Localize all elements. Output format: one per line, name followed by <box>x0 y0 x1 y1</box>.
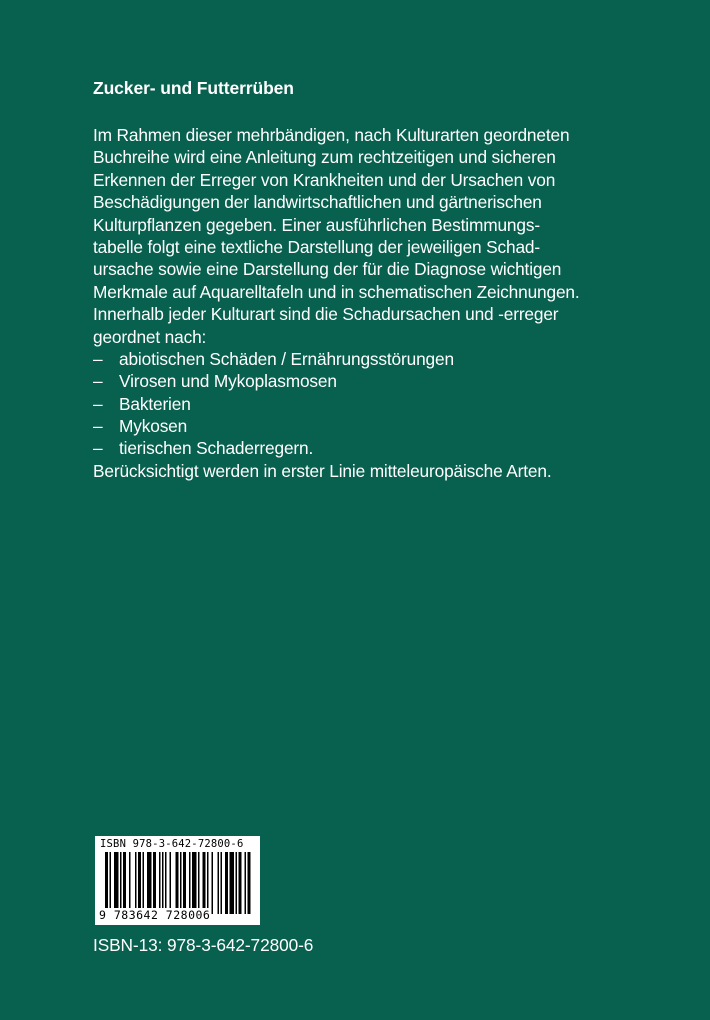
paragraph-line: ursache sowie eine Darstellung der für die Diagnose wichtigen <box>93 259 562 280</box>
barcode-bar <box>110 852 112 914</box>
barcode-bar <box>218 852 220 914</box>
barcode-bar <box>239 852 242 914</box>
list-dash: – <box>93 393 103 414</box>
barcode-bar <box>180 852 182 914</box>
barcode-bar <box>105 852 108 914</box>
list-item-text: tierischen Schaderregern. <box>119 438 314 459</box>
list-item <box>93 393 633 415</box>
isbn-barcode <box>95 836 260 925</box>
paragraph-line: tabelle folgt eine textliche Darstellung der jeweiligen Schad- <box>93 236 540 257</box>
barcode-bar <box>162 852 164 914</box>
barcode-bar <box>198 852 200 914</box>
paragraph-line: Innerhalb jeder Kulturart sind die Schadursachen und -erreger <box>93 304 559 325</box>
barcode-bar <box>135 852 137 914</box>
barcode-digits: 9 783642 728006 <box>99 908 211 922</box>
barcode-bar <box>176 852 179 914</box>
paragraph-line: Im Rahmen dieser mehrbändigen, nach Kulturarten geordneten <box>93 125 570 145</box>
list-item-text: Mykosen <box>119 416 188 437</box>
list-dash: – <box>93 438 103 459</box>
barcode-bar <box>192 852 197 914</box>
list-item <box>93 437 633 459</box>
barcode-bar <box>129 852 131 914</box>
paragraph-line: geordnet nach: <box>93 326 207 347</box>
barcode-bar <box>236 852 238 914</box>
list-item-text: Virosen und Mykoplasmosen <box>119 371 337 392</box>
barcode-bar <box>114 852 119 914</box>
barcode-isbn-label: ISBN 978-3-642-72800-6 <box>100 838 244 850</box>
barcode-bar <box>230 852 235 914</box>
list-item-text: Bakterien <box>119 393 191 414</box>
barcode-bar <box>170 852 172 914</box>
book-title: Zucker- und Futterrüben <box>93 78 294 98</box>
barcode-bar <box>159 852 161 914</box>
barcode-bar <box>183 852 186 914</box>
barcode-bar <box>123 852 126 914</box>
barcode-bar <box>248 852 251 914</box>
list-item <box>93 348 633 370</box>
closing-line: Berücksichtigt werden in erster Linie mitteleuropäische Arten. <box>93 460 552 481</box>
paragraph-line: Merkmale auf Aquarelltafeln und in schematischen Zeichnungen. <box>93 281 580 302</box>
barcode-bar <box>189 852 191 914</box>
barcode-bar <box>245 852 247 914</box>
list-dash: – <box>93 348 103 369</box>
barcode-bar <box>153 852 156 914</box>
barcode-bar <box>203 852 206 914</box>
paragraph-line: Erkennen der Erreger von Krankheiten und der Ursachen von <box>93 169 556 190</box>
barcode-bar <box>212 852 214 914</box>
barcode-bar <box>138 852 141 914</box>
list-item-text: abiotischen Schäden / Ernährungsstörungen <box>119 348 454 369</box>
list-dash: – <box>93 371 103 392</box>
paragraph-line: Beschädigungen der landwirtschaftlichen und gärtnerischen <box>93 192 542 213</box>
barcode-bars <box>99 852 256 914</box>
list-item <box>93 415 633 437</box>
description-text <box>93 124 633 482</box>
barcode-bar <box>120 852 122 914</box>
barcode-bar <box>221 852 223 914</box>
barcode-bar <box>165 852 167 914</box>
paragraph-line: Buchreihe wird eine Anleitung zum rechtzeitigen und sicheren <box>93 147 556 168</box>
list-item <box>93 370 633 392</box>
isbn-13-label: ISBN-13: 978-3-642-72800-6 <box>93 935 314 955</box>
barcode-bar <box>143 852 145 914</box>
barcode-bar <box>225 852 228 914</box>
paragraph-line: Kulturpflanzen gegeben. Einer ausführlichen Bestimmungs- <box>93 214 540 235</box>
barcode-bar <box>147 852 152 914</box>
list-dash: – <box>93 416 103 437</box>
barcode-bar <box>207 852 209 914</box>
